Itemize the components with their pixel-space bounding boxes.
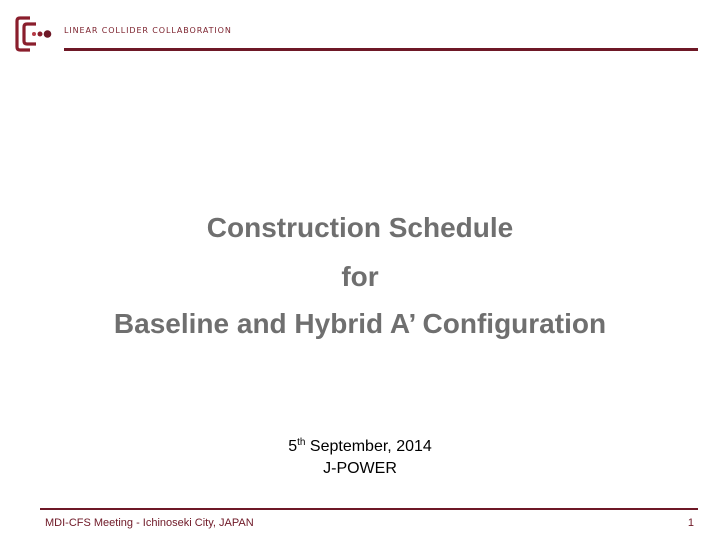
presenter-org: J-POWER (323, 460, 397, 477)
date-rest: September, 2014 (305, 438, 432, 455)
date-day-suffix: th (297, 437, 306, 448)
footer-divider (40, 508, 698, 510)
org-name: LINEAR COLLIDER COLLABORATION (64, 26, 232, 35)
date-day: 5 (288, 438, 298, 455)
title-line-1: Construction Schedule (206, 212, 514, 243)
header-divider (64, 48, 698, 51)
footer-meeting: MDI-CFS Meeting - Ichinoseki City, JAPAN (45, 517, 254, 529)
presentation-date (0, 438, 720, 456)
title-line-2: for (341, 261, 379, 292)
lcc-logo-icon (14, 14, 54, 54)
title-line-3: Baseline and Hybrid A’ Configuration (113, 308, 607, 339)
page-number: 1 (687, 517, 694, 529)
